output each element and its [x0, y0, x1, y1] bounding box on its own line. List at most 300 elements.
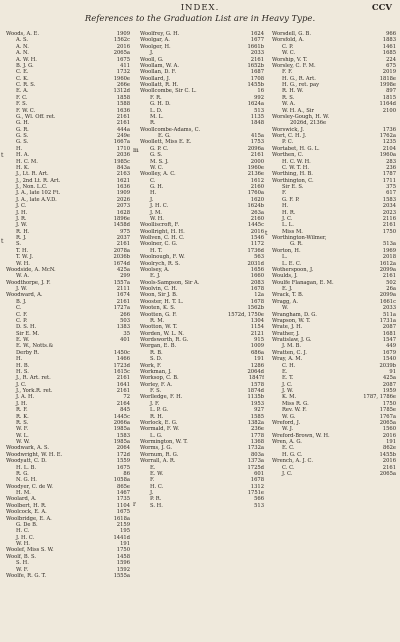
entry-name: W. H. — [16, 541, 30, 547]
entry-reference: 449 — [386, 343, 396, 350]
entry-name: R. H. — [16, 228, 30, 235]
entry-reference: 2016 — [250, 228, 264, 235]
index-column-2 — [140, 31, 264, 509]
entry-reference: 1998e — [379, 82, 396, 88]
entry-name: E. W. — [16, 337, 30, 343]
entry-name: J. M. B. — [282, 343, 302, 350]
entry-reference: 1596 — [116, 560, 130, 567]
entry-reference: 601 — [254, 470, 264, 477]
entry-name: J. R. — [16, 215, 27, 222]
entry-reference: 1818e — [379, 75, 396, 82]
entry-reference: 1736 — [382, 126, 396, 133]
entry-name: J., Non. L.C. — [16, 184, 48, 190]
entry-reference: 2159 — [116, 521, 130, 528]
entry-reference: 1555a — [113, 572, 130, 579]
entry-name: R. — [150, 120, 156, 127]
entry-reference: 2099a — [379, 266, 396, 273]
entry-reference: 2083 — [250, 279, 264, 286]
entry-reference: 2064d — [247, 368, 264, 375]
entry-name: G. H. — [16, 120, 30, 127]
entry-name: Woollcombe, Sir C. L. — [140, 88, 197, 95]
entry-name: J. C. — [282, 381, 293, 388]
entry-name: Wreford-Brown, W. H. — [272, 432, 330, 439]
entry-reference: 686a — [251, 349, 264, 356]
entry-reference: 1677 — [250, 37, 264, 44]
entry-reference: 803a — [251, 451, 264, 458]
entry-name: Worsfold, A. — [272, 37, 304, 44]
entry-reference: 2065a — [379, 470, 396, 477]
entry-name: W. W. — [16, 439, 30, 445]
entry-reference: 563 — [254, 254, 264, 261]
entry-name: Woodside, A. McN. — [6, 266, 56, 273]
entry-reference: 1572d, 1750e — [227, 311, 264, 318]
entry-name: Rev. W. F. — [282, 407, 307, 414]
entry-name: H. A. — [16, 152, 30, 159]
entry-name: W. A. — [282, 101, 296, 108]
entry-name: W. F. — [16, 426, 29, 433]
entry-name: Worgan, E. B. — [140, 343, 177, 350]
entry-reference: 2036 — [116, 152, 130, 159]
entry-name: Worthing, H. B. — [272, 171, 313, 178]
entry-name: Woolfrey, G. H. — [140, 31, 180, 37]
entry-reference: 191 — [254, 356, 264, 363]
entry-reference: 1675 — [116, 56, 130, 63]
entry-name: H. — [150, 190, 157, 197]
entry-name: Woods, A. E. — [6, 31, 39, 37]
entry-reference: 1687 — [250, 69, 264, 76]
entry-name: C. C. — [282, 464, 295, 471]
entry-reference: 843a — [117, 164, 130, 171]
entry-reference: 1562c — [113, 37, 130, 44]
entry-name: Worms, J. G. — [140, 445, 173, 452]
entry-name: G. H. D. — [150, 101, 171, 108]
entry-reference: 2016 — [116, 43, 130, 50]
entry-reference: 2161 — [116, 120, 130, 127]
entry-reference: 2034 — [382, 203, 396, 210]
entry-reference: 1172 — [250, 241, 264, 248]
entry-reference: 2116 — [382, 215, 396, 222]
entry-reference: 1615c — [113, 368, 130, 375]
entry-name: Woolger, H. — [140, 43, 171, 50]
entry-reference: 1450c — [113, 349, 130, 356]
entry-name: B. J. — [16, 298, 27, 305]
entry-name: S. D. — [150, 356, 163, 363]
entry-reference: 1710 — [116, 145, 130, 152]
entry-name: J. A., late A.V.D. — [16, 196, 57, 203]
entry-reference: 897 — [386, 88, 396, 95]
entry-name: Worrall, A. R. — [140, 458, 176, 465]
index-entry — [140, 503, 264, 509]
entry-reference: 1458 — [116, 553, 130, 560]
entry-name: Woodward, A. — [6, 292, 43, 299]
entry-reference: 191 — [386, 439, 396, 445]
entry-reference: 2031d — [247, 260, 264, 267]
entry-reference: 1660 — [250, 273, 264, 280]
entry-reference: 1546 — [250, 235, 264, 241]
margin-mark: m — [133, 147, 139, 154]
entry-reference: 2160 — [250, 215, 264, 222]
entry-reference: 2161 — [116, 388, 130, 394]
entry-reference: 72 — [123, 394, 130, 401]
entry-name: Sir E. S. — [282, 184, 304, 190]
entry-name: Woodyer, C. de W. — [6, 483, 53, 490]
entry-name: Woollcombe-Adams, C. — [140, 126, 201, 133]
entry-reference: 1727a — [113, 305, 130, 312]
entry-reference: 263a — [251, 209, 264, 216]
entry-name: E. A. — [16, 88, 29, 95]
entry-name: W. F. — [16, 566, 29, 573]
entry-name: F. C. — [16, 94, 28, 101]
entry-reference: 2161 — [116, 298, 130, 305]
entry-reference: 1458d — [113, 222, 130, 229]
entry-name: Woolef, Miss S. W. — [6, 547, 54, 554]
entry-name: Woollatt, R. H. — [140, 82, 179, 88]
entry-reference: 1909 — [116, 190, 130, 197]
entry-name: Wordsworth, R. G. — [140, 337, 189, 343]
entry-name: H. — [16, 145, 23, 152]
entry-reference: 1732a — [247, 445, 264, 452]
entry-name: J. H. C. — [150, 203, 169, 210]
entry-reference: 375 — [386, 184, 396, 190]
entry-reference: 266 — [120, 311, 130, 318]
entry-reference: 1104 — [116, 502, 130, 509]
entry-reference: 35 — [123, 330, 130, 337]
entry-name: A. N. — [16, 43, 29, 50]
entry-name: Wrack, T. B. — [272, 292, 304, 299]
entry-name: F. F. — [282, 69, 293, 76]
entry-name: R. M. — [150, 317, 165, 324]
entry-name: J. H. C. — [16, 534, 35, 541]
entry-reference: 2016 — [382, 458, 396, 465]
entry-reference: 513a — [383, 241, 396, 248]
entry-name: P. C. — [282, 139, 294, 146]
entry-name: J. M. — [150, 209, 162, 216]
entry-reference: 1953 — [250, 400, 264, 407]
entry-reference: 2037 — [116, 235, 130, 241]
entry-name: A. W. H. — [16, 56, 37, 63]
entry-name: H. — [282, 203, 289, 210]
entry-name: W. L. — [16, 432, 29, 439]
entry-name: Woolvin, C. H. — [140, 286, 178, 292]
entry-name: L. G. — [150, 432, 163, 439]
entry-name: H. R. — [282, 209, 296, 216]
entry-reference: 1578 — [250, 381, 264, 388]
entry-reference: 191 — [120, 541, 130, 547]
entry-reference: 1441d — [113, 534, 130, 541]
entry-name: E. G. — [158, 133, 171, 139]
entry-name: R. S. — [282, 94, 295, 101]
entry-reference: 1685 — [382, 50, 396, 57]
entry-reference: 1847f — [248, 375, 264, 382]
entry-reference: 992 — [254, 94, 264, 101]
entry-name: Woodwright, W. H. E. — [6, 451, 63, 458]
entry-name: G. S. — [150, 152, 163, 159]
entry-name: Woolner, C. G. — [140, 241, 178, 248]
entry-name: J., Lt. R. Art. — [16, 171, 49, 178]
entry-name: H. M. — [16, 490, 31, 496]
entry-name: Woolfe, R. G. T. — [6, 572, 46, 579]
entry-name: H. S. — [16, 368, 29, 375]
entry-name: Wren, A. G. — [272, 439, 302, 445]
entry-name: Wrate, J. H. — [272, 324, 303, 331]
entry-reference: 1164d — [379, 101, 396, 108]
entry-name: C. W. T. H. — [282, 164, 309, 171]
entry-name: G., Wl. Off. ret. — [16, 113, 56, 120]
entry-reference: 1959 — [382, 388, 396, 394]
entry-reference: 2160 — [250, 184, 264, 190]
entry-name: Miss M. — [282, 228, 303, 235]
entry-name: Wormald, F. W. — [140, 426, 180, 433]
entry-name: Worsdell, G. B. — [272, 31, 311, 37]
entry-name: J. C. — [16, 381, 27, 388]
entry-name: J., York.R. ret. — [16, 388, 53, 394]
entry-name: B. J. G. — [16, 62, 34, 69]
entry-reference: 1815 — [382, 94, 396, 101]
entry-name: F. W. C. — [16, 107, 36, 114]
entry-name: S. H. — [150, 502, 163, 509]
entry-name: Wrench, A. J. C. — [272, 458, 313, 465]
entry-name: E. J. — [150, 273, 161, 280]
entry-reference: 2073 — [116, 203, 130, 210]
entry-name: R. G. — [16, 470, 29, 477]
entry-name: S. — [16, 241, 22, 248]
entry-reference: 2087 — [382, 324, 396, 331]
entry-name: J. C. — [282, 470, 293, 477]
entry-reference: 1751e — [247, 490, 264, 496]
entry-name: F. — [282, 190, 287, 197]
entry-reference: 566 — [254, 496, 264, 503]
entry-name: G. S. — [16, 133, 29, 139]
entry-reference: 1675 — [116, 509, 130, 516]
index-column-1 — [6, 31, 130, 579]
entry-reference: 1735 — [116, 496, 130, 503]
entry-reference: 1767a — [379, 413, 396, 420]
entry-reference: 2121 — [250, 330, 264, 337]
entry-name: C. H. — [282, 362, 296, 369]
entry-reference: 1009 — [250, 343, 264, 350]
entry-reference: 2161 — [382, 464, 396, 471]
entry-reference: 415a — [251, 133, 264, 139]
entry-reference: 1559 — [116, 458, 130, 465]
entry-name: J. H. — [16, 209, 28, 216]
entry-name: Woolbert, H. R. — [6, 502, 47, 509]
entry-reference: 1383 — [116, 324, 130, 331]
entry-name: Woolf, B. S. — [6, 553, 37, 560]
entry-reference: 1455b — [247, 82, 264, 88]
entry-name: Wortabet, H. G. L. — [272, 145, 320, 152]
entry-reference: 1750 — [382, 228, 396, 235]
entry-reference: 1636 — [116, 107, 130, 114]
entry-name: J. F. — [150, 400, 160, 407]
entry-reference: 1985c — [113, 158, 130, 165]
entry-name: K. M. — [282, 394, 297, 401]
entry-reference: 1656 — [250, 266, 264, 273]
entry-reference: 172d — [116, 451, 130, 458]
entry-reference: 1445c — [247, 222, 264, 229]
entry-name: H. C. M. — [16, 158, 38, 165]
entry-reference: 1760a — [247, 190, 264, 197]
entry-name: R. B. — [150, 349, 163, 356]
entry-name: Worsley, C. F. M. — [272, 62, 316, 69]
entry-reference: 1547 — [382, 337, 396, 343]
entry-name: Worlock, E. G. — [140, 419, 178, 426]
entry-name: Worthington-Wilmer, — [272, 235, 327, 241]
entry-reference: 1787, 1786e — [363, 394, 396, 401]
entry-reference: 1312 — [250, 483, 264, 490]
entry-reference: 1618a — [113, 515, 130, 522]
entry-reference: 2039b — [379, 362, 396, 369]
entry-reference: 444a — [117, 126, 130, 133]
entry-reference: 86 — [123, 470, 130, 477]
entry-name: Wray, A. M. — [272, 356, 303, 363]
page-subtitle: References to the Graduation List are in Heavy Type. — [84, 14, 316, 24]
entry-reference: 2099a — [379, 292, 396, 299]
entry-name: Wootton, W. T. — [140, 324, 178, 331]
entry-name: Wratten, C. J. — [272, 349, 307, 356]
entry-name: Wollven, C. H. C. — [140, 235, 185, 241]
entry-name: J. — [150, 50, 154, 57]
entry-reference: 2019 — [382, 69, 396, 76]
entry-name: Wooll, G. — [140, 56, 164, 63]
entry-name: J. A. H. — [16, 394, 35, 401]
entry-reference: 1985a — [113, 426, 130, 433]
entry-reference: 2016 — [382, 432, 396, 439]
entry-name: Woollett, Miss E. E. — [140, 139, 192, 146]
entry-reference: 2065a — [113, 50, 130, 57]
entry-reference: 975 — [120, 228, 130, 235]
entry-reference: 617 — [386, 190, 396, 197]
entry-name: N. G. H. — [16, 477, 37, 484]
entry-name: H. C. W. H. — [282, 158, 311, 165]
entry-name: Woodthorpe, J. F. — [6, 279, 51, 286]
entry-reference: 266e — [117, 82, 130, 88]
entry-reference: 1725d — [247, 464, 264, 471]
entry-reference: 1455b — [379, 451, 396, 458]
entry-reference: 1135 — [250, 113, 264, 120]
entry-name: Wornum, R. G. — [140, 451, 179, 458]
entry-name: J., 2nd Lt. R. Art. — [16, 177, 61, 184]
entry-name: E. — [282, 368, 288, 375]
entry-reference: 1585 — [250, 413, 264, 420]
entry-name: Wreford, J. — [272, 419, 301, 426]
entry-reference: 1624b — [247, 203, 264, 210]
entry-name: R. S. — [16, 419, 29, 426]
entry-name: H. L. B. — [16, 464, 37, 471]
entry-name: R. H. — [150, 413, 164, 420]
entry-reference: 1661b — [247, 43, 264, 50]
index-entry — [272, 471, 396, 477]
entry-reference: 1373a — [247, 458, 264, 465]
entry-name: L. P. G. — [150, 407, 169, 414]
entry-reference: 1708 — [250, 75, 264, 82]
entry-reference: 2000 — [250, 158, 264, 165]
entry-name: Wooten, K. S. — [140, 305, 176, 312]
entry-name: Wooster, H. T. L. — [140, 298, 184, 305]
entry-name: J. H. — [16, 400, 28, 407]
entry-name: M. S. J. — [150, 158, 169, 165]
entry-name: Woollan, D. F. — [140, 69, 176, 76]
entry-reference: 1461 — [382, 43, 396, 50]
entry-reference: 2161 — [116, 241, 130, 248]
entry-name: Worlledge, F. H. — [140, 394, 183, 401]
entry-reference: 1960e — [113, 75, 130, 82]
entry-reference: 2096a — [247, 145, 264, 152]
entry-name: Wrapson, W. T. — [272, 317, 311, 324]
entry-reference: 2100 — [382, 107, 396, 114]
entry-name: R. F. — [16, 407, 28, 414]
entry-name: Workman, J. — [140, 368, 172, 375]
index-column-3 — [272, 31, 396, 477]
entry-name: Worswick, J. — [272, 126, 305, 133]
entry-name: J. W. — [16, 286, 28, 292]
entry-reference: 1960a — [379, 152, 396, 159]
entry-reference: 1679 — [382, 349, 396, 356]
entry-reference: 1785e — [379, 407, 396, 414]
entry-reference: 2161 — [116, 113, 130, 120]
entry-reference: 1678 — [250, 286, 264, 292]
entry-reference: 1058a — [113, 477, 130, 484]
entry-name: J. A., late 102 Ft. — [16, 190, 61, 197]
entry-reference: 1382a — [247, 419, 264, 426]
entry-name: D. S. H. — [16, 324, 37, 331]
entry-reference: 425a — [117, 266, 130, 273]
entry-reference: 1304 — [250, 317, 264, 324]
entry-reference: 1154 — [250, 324, 264, 331]
entry-reference: 511a — [383, 311, 396, 318]
entry-name: Worsley-Gough, H. W. — [272, 113, 330, 120]
entry-reference: 91 — [389, 368, 396, 375]
entry-name: Wrather, J. — [272, 330, 300, 337]
entry-name: J. — [150, 196, 154, 203]
entry-reference: 1960e — [247, 164, 264, 171]
page-title: INDEX. — [180, 3, 220, 13]
margin-mark: t — [265, 230, 268, 237]
entry-name: W. G. — [282, 413, 296, 420]
entry-name: C. — [150, 177, 156, 184]
entry-name: G. S. — [16, 139, 29, 146]
entry-name: J. — [150, 490, 154, 496]
entry-name: L. — [282, 254, 288, 261]
entry-reference: 1736d — [247, 247, 264, 254]
entry-name: G. F. P. — [282, 196, 300, 203]
entry-reference: 1624 — [250, 31, 264, 37]
page-number: CCV — [371, 3, 392, 13]
entry-reference: 1445c — [113, 413, 130, 420]
entry-reference: 915 — [254, 337, 264, 343]
entry-name: E. W. — [150, 470, 164, 477]
entry-name: Wormington, W. T. — [140, 439, 188, 445]
entry-reference: 2161 — [116, 375, 130, 382]
entry-name: W. J. — [282, 426, 294, 433]
entry-reference: 513 — [254, 107, 264, 114]
entry-reference: 1588 — [116, 101, 130, 108]
entry-reference: 1874d — [247, 388, 264, 394]
entry-reference: 249e — [117, 133, 130, 139]
entry-name: Derby R. — [16, 349, 40, 356]
entry-name: J. C. — [16, 203, 27, 210]
entry-name: Woollright, H. H. — [140, 228, 185, 235]
entry-reference: 862e — [383, 445, 396, 452]
entry-name: Woulds, J. — [272, 273, 298, 280]
entry-name: W. C. — [282, 50, 296, 57]
entry-name: C. E. — [16, 69, 29, 76]
entry-reference: 1667a — [113, 139, 130, 146]
entry-name: M. L. — [150, 113, 164, 120]
entry-name: C. K. — [16, 75, 29, 82]
entry-name: L. L. — [282, 222, 294, 229]
entry-name: E. C. — [282, 445, 295, 452]
entry-name: Woolard, A. — [6, 496, 37, 503]
